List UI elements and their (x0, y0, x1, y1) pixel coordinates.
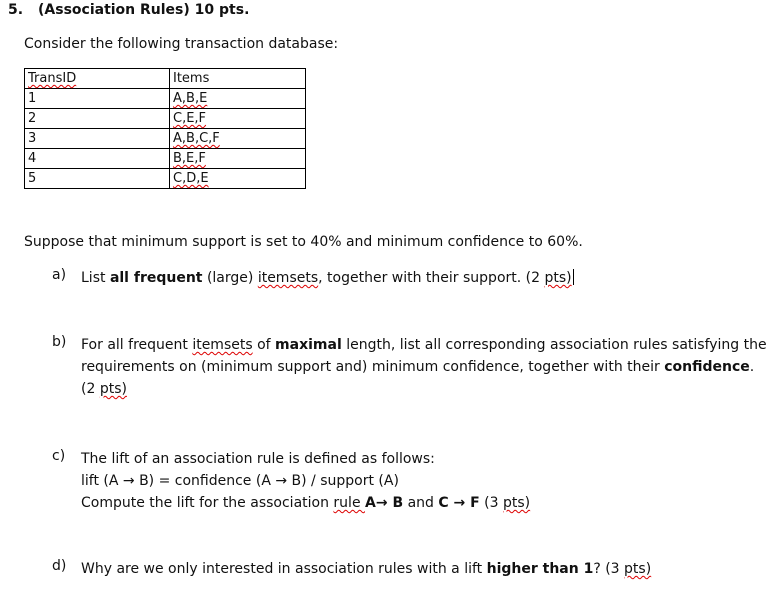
table-row (25, 169, 306, 189)
header-transid: TransID (25, 69, 170, 89)
question-heading (8, 2, 249, 18)
threshold-statement: Suppose that minimum support is set to 40% and minimum confidence to 60%. (24, 234, 583, 250)
transaction-table (24, 68, 306, 189)
part-d-text: Why are we only interested in association rules with a lift higher than 1? (3 pts) (81, 561, 652, 577)
part-a-text[interactable]: List all frequent (large) itemsets, together with their support. (2 pts) (81, 270, 572, 286)
lift-formula: lift (A → B) = confidence (A → B) / support (A) (81, 473, 399, 489)
table-row (25, 149, 306, 169)
part-b-text: For all frequent itemsets of maximal length, list all corresponding association rules satisfying the requirements on (minimum support and) minimum confidence, together with their confidence. (2 pts) (81, 337, 767, 397)
part-c-label: c) (52, 448, 66, 464)
cell-items: C,E,F (170, 109, 306, 129)
part-a-label: a) (52, 267, 67, 283)
table-header-row (25, 69, 306, 89)
part-c-text: The lift of an association rule is defined as follows: lift (A → B) = confidence (A → B) / support (A) Compute the lift for the association rule A→ B and C → F (3 pts) (81, 451, 531, 511)
cell-transid: 4 (25, 149, 170, 169)
cell-transid: 2 (25, 109, 170, 129)
cell-transid: 1 (25, 89, 170, 109)
cell-items: A,B,E (170, 89, 306, 109)
part-d-label: d) (52, 558, 67, 574)
intro-text: Consider the following transaction database: (24, 36, 339, 52)
header-items: Items (170, 69, 306, 89)
cell-items: A,B,C,F (170, 129, 306, 149)
part-b-label: b) (52, 334, 67, 350)
cell-transid: 5 (25, 169, 170, 189)
table-row (25, 129, 306, 149)
question-title: (Association Rules) 10 pts. (38, 2, 250, 18)
table-row (25, 109, 306, 129)
cell-items: C,D,E (170, 169, 306, 189)
question-number: 5. (8, 2, 24, 18)
cell-transid: 3 (25, 129, 170, 149)
cell-items: B,E,F (170, 149, 306, 169)
table-row (25, 89, 306, 109)
text-cursor (573, 269, 574, 285)
